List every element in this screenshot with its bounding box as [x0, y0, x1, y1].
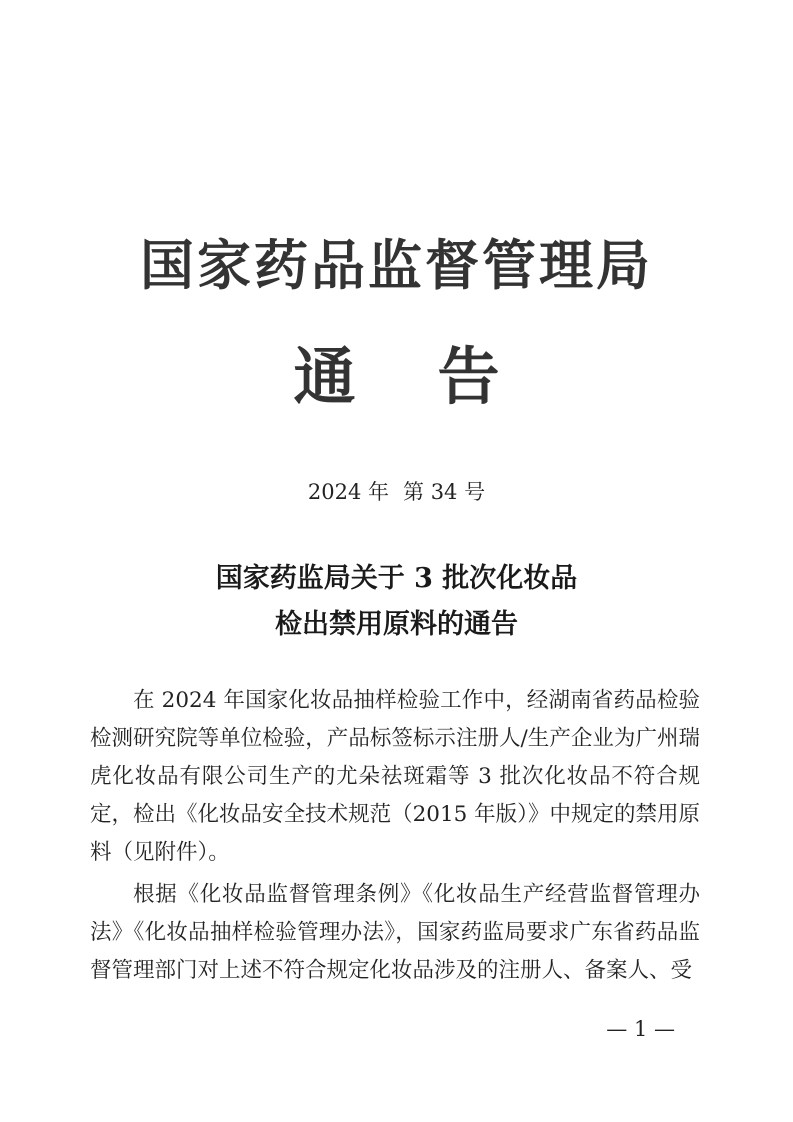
- page-number: — 1 —: [606, 1017, 675, 1041]
- notice-char-1: 通: [293, 340, 356, 413]
- issue-number: [0, 476, 793, 508]
- title-line-1: 国家药监局关于 3 批次化妆品: [215, 563, 578, 594]
- notice-char-2: 告: [437, 340, 500, 413]
- document-title: [0, 556, 793, 648]
- body-text: [90, 682, 700, 994]
- body-paragraph-2: 根据《化妆品监督管理条例》《化妆品生产经营监督管理办法》《化妆品抽样检验管理办法》，国家药监局要求广东省药品监督管理部门对上述不符合规定化妆品涉及的注册人、备案人、受: [90, 882, 700, 983]
- title-line-2: 检出禁用原料的通告: [275, 609, 518, 640]
- issue-serial: 第 34 号: [403, 480, 486, 504]
- body-paragraph-1: 在 2024 年国家化妆品抽样检验工作中，经湖南省药品检验检测研究院等单位检验，产品标签标示注册人/生产企业为广州瑞虎化妆品有限公司生产的尤朵祛斑霜等 3 批次化妆品不符合规定，检出《化妆品安全技术规范（2015 年版）》中规定的禁用原料（见附件）。: [90, 688, 700, 865]
- notice-heading: [0, 335, 793, 419]
- issue-year: 2024 年: [307, 480, 390, 504]
- agency-name: 国家药品监督管理局: [140, 233, 653, 297]
